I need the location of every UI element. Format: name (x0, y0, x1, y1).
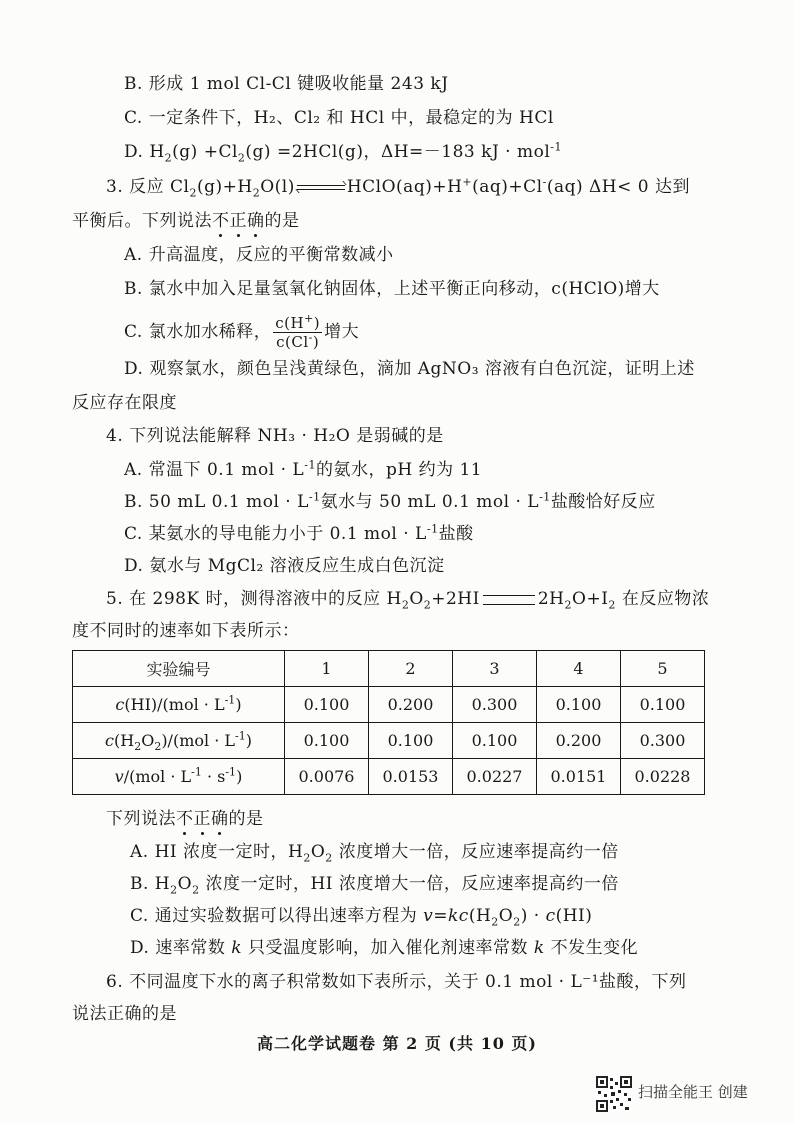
equilibrium-arrow-icon (297, 183, 345, 193)
q5-stem-line2: 度不同时的速率如下表所示： (72, 621, 300, 641)
q5-option-b: B. $H_2O_2$ 浓度一定时，HI 浓度增大一倍，反应速率提高约一倍 (130, 874, 619, 897)
rate-data-table (72, 650, 705, 795)
table-cell: 4 (537, 651, 621, 687)
q3-stem-line1: 3. 反应 $Cl_2(g)+H_2O(l)$ HClO(aq)+H+(aq)+Cl-(aq) ΔH< 0 达到 (106, 175, 690, 200)
q6-stem-line2: 说法正确的是 (72, 1004, 177, 1024)
q3-option-d-line2: 反应存在限度 (72, 393, 177, 413)
table-cell: 3 (453, 651, 537, 687)
row-label-c-h2o2: $c(H_2O_2)/(mol \cdot L^{-1})$ (73, 723, 285, 759)
row-label-c-hi: $c(HI)/(mol \cdot L^{-1})$ (73, 687, 285, 723)
table-cell: 0.0151 (537, 759, 621, 795)
q6-stem-line1: 6. 不同温度下水的离子积常数如下表所示，关于 0.1 mol · L⁻¹盐酸，下列 (106, 972, 687, 992)
q4-option-b: B. 50 mL 0.1 mol · $L^{-1}$氨水与 50 mL 0.1 mol · $L^{-1}$盐酸恰好反应 (124, 490, 656, 512)
scanner-watermark: 扫描全能王 创建 (638, 1083, 748, 1101)
table-cell: 0.100 (621, 687, 705, 723)
table-cell: 0.200 (537, 723, 621, 759)
table-row (73, 687, 705, 723)
table-row (73, 723, 705, 759)
table-cell: 0.100 (369, 723, 453, 759)
table-cell: 5 (621, 651, 705, 687)
table-cell: 0.100 (537, 687, 621, 723)
table-cell: 2 (369, 651, 453, 687)
q2-option-d: D. $H_2(g) +Cl_2(g) =2HCl(g)$，ΔH=－183 kJ · mol$^{-1}$ (124, 140, 562, 165)
row-label-rate: $v/(mol \cdot L^{-1} \cdot s^{-1})$ (73, 759, 285, 795)
q4-option-d: D. 氨水与 MgCl₂ 溶液反应生成白色沉淀 (124, 556, 445, 576)
q3-stem-line2: 平衡后。下列说法不正确的是 (72, 211, 300, 231)
q3-option-c: C. 氯水加水稀释， $\frac{c(H^+)}{c(Cl^-)}$ 增大 (124, 312, 360, 351)
q4-stem: 4. 下列说法能解释 NH₃ · H₂O 是弱碱的是 (106, 426, 444, 446)
q5-stem-line1: 5. 在 298K 时，测得溶液中的反应 $H_2O_2+2HI$ $2H_2O+I_2$ 在反应物浓 (106, 589, 710, 612)
q5-question: 下列说法不正确的是 (106, 809, 264, 829)
q3-option-a: A. 升高温度，反应的平衡常数减小 (124, 245, 394, 265)
q5-option-d: D. 速率常数 k 只受温度影响，加入催化剂速率常数 k 不发生变化 (130, 938, 639, 958)
q5-option-c: C. 通过实验数据可以得出速率方程为 $v=kc(H_2O_2) \cdot c(HI)$ (130, 906, 593, 929)
table-cell: 0.100 (285, 687, 369, 723)
table-cell: 0.0227 (453, 759, 537, 795)
q3-option-d-line1: D. 观察氯水，颜色呈浅黄绿色，滴加 AgNO₃ 溶液有白色沉淀，证明上述 (124, 359, 695, 379)
q3-option-b: B. 氯水中加入足量氢氧化钠固体，上述平衡正向移动，c(HClO)增大 (124, 279, 660, 299)
q2-option-c: C. 一定条件下，H₂、Cl₂ 和 HCl 中，最稳定的为 HCl (124, 108, 554, 128)
table-cell: 0.0076 (285, 759, 369, 795)
q4-option-c: C. 某氨水的导电能力小于 0.1 mol · $L^{-1}$盐酸 (124, 522, 474, 544)
table-cell: 0.300 (453, 687, 537, 723)
equals-sign-icon (483, 595, 535, 605)
page-footer: 高二化学试题卷 第 2 页 (共 10 页) (257, 1034, 537, 1053)
table-cell: 0.100 (453, 723, 537, 759)
table-row (73, 651, 705, 687)
table-cell: 0.200 (369, 687, 453, 723)
table-cell: 1 (285, 651, 369, 687)
q2-option-b: B. 形成 1 mol Cl-Cl 键吸收能量 243 kJ (124, 74, 449, 94)
concentration-ratio-fraction: $\frac{c(H^+)}{c(Cl^-)}$ (275, 312, 321, 351)
table-header-label: 实验编号 (73, 651, 285, 687)
qr-code-icon (596, 1076, 632, 1112)
q5-option-a: A. HI 浓度一定时，$H_2O_2$ 浓度增大一倍，反应速率提高约一倍 (130, 842, 619, 865)
table-cell: 0.100 (285, 723, 369, 759)
q4-option-a: A. 常温下 0.1 mol · $L^{-1}$的氨水，pH 约为 11 (124, 458, 483, 480)
table-row (73, 759, 705, 795)
table-cell: 0.0153 (369, 759, 453, 795)
table-cell: 0.0228 (621, 759, 705, 795)
table-cell: 0.300 (621, 723, 705, 759)
